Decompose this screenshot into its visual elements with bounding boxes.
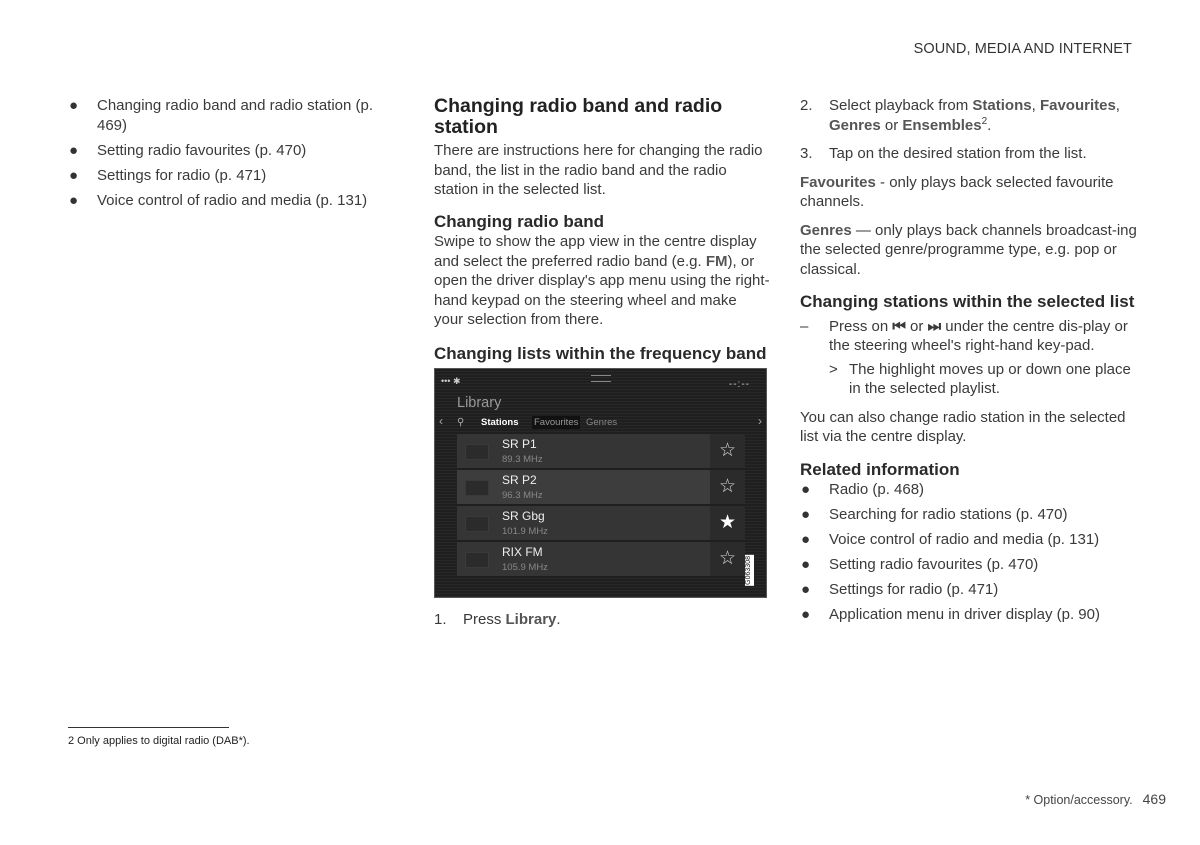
fm-keyword: FM: [705, 252, 728, 270]
step-text: ,: [1031, 97, 1040, 114]
footnote: 2 Only applies to digital radio (DAB*).: [68, 735, 250, 747]
favourites-description: [800, 173, 1140, 212]
tab-genres[interactable]: Genres: [586, 417, 618, 428]
link-text[interactable]: Searching for radio stations (p. 470): [829, 506, 1068, 523]
star-outline-icon[interactable]: ☆: [710, 434, 745, 468]
link-text[interactable]: Radio (p. 468): [829, 481, 925, 498]
related-item[interactable]: [800, 580, 1140, 600]
search-icon[interactable]: ⚲: [457, 417, 465, 428]
step-text: or: [880, 116, 903, 134]
radio-thumb-icon: [465, 552, 489, 568]
link-text[interactable]: Settings for radio (p. 471): [829, 581, 999, 598]
handle-icon: [591, 375, 611, 382]
station-name: RIX FM: [502, 545, 543, 559]
page-footer: [1025, 790, 1166, 811]
bullet-icon: ●: [69, 166, 79, 184]
station-name: SR P1: [502, 437, 537, 451]
step-text: Select playback from: [829, 97, 973, 114]
step-item: [800, 96, 1140, 135]
station-row[interactable]: [457, 506, 745, 540]
description-text: - only plays back selected favourite channels.: [800, 173, 1114, 210]
related-item[interactable]: [800, 555, 1140, 575]
instruction-item: [800, 317, 1140, 356]
related-item[interactable]: [800, 605, 1140, 625]
step-text: Press: [463, 611, 506, 628]
link-text[interactable]: Application menu in driver display (p. 90): [829, 606, 1100, 623]
station-frequency: 101.9 MHz: [502, 526, 548, 537]
stations-heading: Changing stations within the selected list: [800, 292, 1135, 311]
link-list: [68, 96, 378, 210]
list-item[interactable]: [68, 191, 378, 211]
page-number: 469: [1142, 791, 1166, 807]
genres-description: [800, 221, 1140, 280]
band-text-part: Swipe to show the app view in the centre display and select the preferred radio band (e.g.: [434, 233, 757, 270]
step-list: [434, 610, 770, 630]
bullet-icon: ●: [801, 556, 811, 573]
link-text[interactable]: Setting radio favourites (p. 470): [97, 141, 307, 159]
list-item[interactable]: [68, 96, 378, 135]
description-text: — only plays back channels broadcast-ing the selected genre/programme type, e.g. pop or classical.: [800, 221, 1137, 278]
related-heading: Related information: [800, 459, 960, 479]
instruction-text: or: [905, 317, 928, 335]
next-track-icon: ⏭: [927, 317, 942, 335]
right-column: [800, 96, 1140, 630]
footnote-divider: [68, 727, 229, 728]
bullet-icon: ●: [801, 506, 811, 523]
also-text: You can also change radio station in the selected list via the centre display.: [800, 408, 1126, 445]
bullet-icon: ●: [801, 481, 811, 498]
intro-text: There are instructions here for changing the radio band, the list in the radio band and the radio station in the selected list.: [434, 142, 763, 198]
step-number: 1.: [434, 611, 447, 628]
station-row[interactable]: [457, 470, 745, 504]
instruction-text: Press on: [829, 317, 893, 335]
chevron-left-icon[interactable]: ‹: [439, 414, 443, 428]
star-outline-icon[interactable]: ☆: [710, 470, 745, 504]
link-text[interactable]: Voice control of radio and media (p. 131): [97, 191, 368, 209]
step-item: [434, 610, 770, 630]
band-text-part: ), or open the driver display's app menu using the right-hand keypad on the steering wheel and make your selection from there.: [434, 252, 770, 328]
related-item[interactable]: [800, 530, 1140, 550]
related-list: [800, 480, 1140, 625]
link-text[interactable]: Changing radio band and radio station (p. 469): [97, 97, 374, 134]
step-text: .: [556, 611, 561, 628]
chevron-right-icon[interactable]: ›: [758, 414, 762, 428]
station-row[interactable]: [457, 434, 745, 468]
link-text[interactable]: Voice control of radio and media (p. 131): [829, 531, 1100, 548]
step-number: 2.: [800, 97, 813, 114]
stations-keyword: Stations: [972, 97, 1032, 114]
tab-stations[interactable]: Stations: [481, 417, 519, 428]
result-item: [800, 360, 1140, 399]
step-list: [800, 96, 1140, 164]
station-row[interactable]: [457, 542, 745, 576]
related-item[interactable]: [800, 480, 1140, 500]
station-name: SR P2: [502, 473, 537, 487]
clock: --:--: [728, 379, 750, 390]
band-text: [434, 232, 770, 330]
instruction-text: under the centre dis-play or the steering wheel's right-hand key-pad.: [829, 317, 1128, 354]
station-frequency: 89.3 MHz: [502, 454, 543, 465]
middle-column: [434, 96, 770, 630]
radio-thumb-icon: [465, 516, 489, 532]
lists-heading: Changing lists within the frequency band: [434, 343, 767, 363]
page-header: SOUND, MEDIA AND INTERNET: [913, 41, 1132, 57]
genres-keyword: Genres: [829, 116, 881, 134]
link-text[interactable]: Setting radio favourites (p. 470): [829, 556, 1039, 573]
radio-thumb-icon: [465, 480, 489, 496]
bullet-icon: ●: [69, 191, 79, 209]
step-text: Tap on the desired station from the list.: [829, 145, 1087, 162]
ensembles-keyword: Ensembles: [902, 116, 982, 134]
left-column: [68, 96, 378, 216]
option-note: * Option/accessory.: [1025, 793, 1133, 807]
library-screenshot: [434, 368, 767, 598]
station-frequency: 96.3 MHz: [502, 490, 543, 501]
section-title: Changing radio band and radio station: [434, 95, 723, 138]
step-text: .: [987, 116, 992, 134]
genres-keyword: Genres: [800, 221, 852, 239]
previous-track-icon: ⏮: [892, 317, 906, 335]
dash-marker: –: [800, 317, 809, 335]
tab-favourites[interactable]: Favourites: [534, 417, 579, 428]
footnote-ref: 2: [981, 115, 988, 127]
band-heading: Changing radio band: [434, 211, 604, 231]
bullet-icon: ●: [69, 97, 79, 114]
step-text: ,: [1115, 97, 1120, 114]
related-item[interactable]: [800, 505, 1140, 525]
favourites-keyword: Favourites: [800, 173, 876, 191]
status-icons: ••• ✱: [441, 376, 461, 386]
result-text: The highlight moves up or down one place in the selected playlist.: [849, 360, 1131, 397]
station-name: SR Gbg: [502, 509, 545, 523]
bullet-icon: ●: [801, 606, 811, 623]
step-item: [800, 144, 1140, 164]
list-item[interactable]: [68, 166, 378, 186]
library-keyword: Library: [505, 611, 557, 628]
image-code: G063308: [745, 556, 752, 585]
radio-thumb-icon: [465, 444, 489, 460]
station-frequency: 105.9 MHz: [502, 562, 548, 573]
bullet-icon: ●: [801, 531, 811, 548]
bullet-icon: ●: [69, 141, 79, 159]
step-number: 3.: [800, 145, 813, 162]
screen-title: Library: [457, 395, 502, 411]
star-outline-icon[interactable]: ☆: [710, 542, 745, 576]
result-marker: >: [829, 360, 838, 378]
link-text[interactable]: Settings for radio (p. 471): [97, 166, 267, 184]
list-item[interactable]: [68, 141, 378, 161]
bullet-icon: ●: [801, 581, 811, 598]
favourites-keyword: Favourites: [1039, 97, 1116, 114]
star-filled-icon[interactable]: ★: [710, 506, 745, 540]
